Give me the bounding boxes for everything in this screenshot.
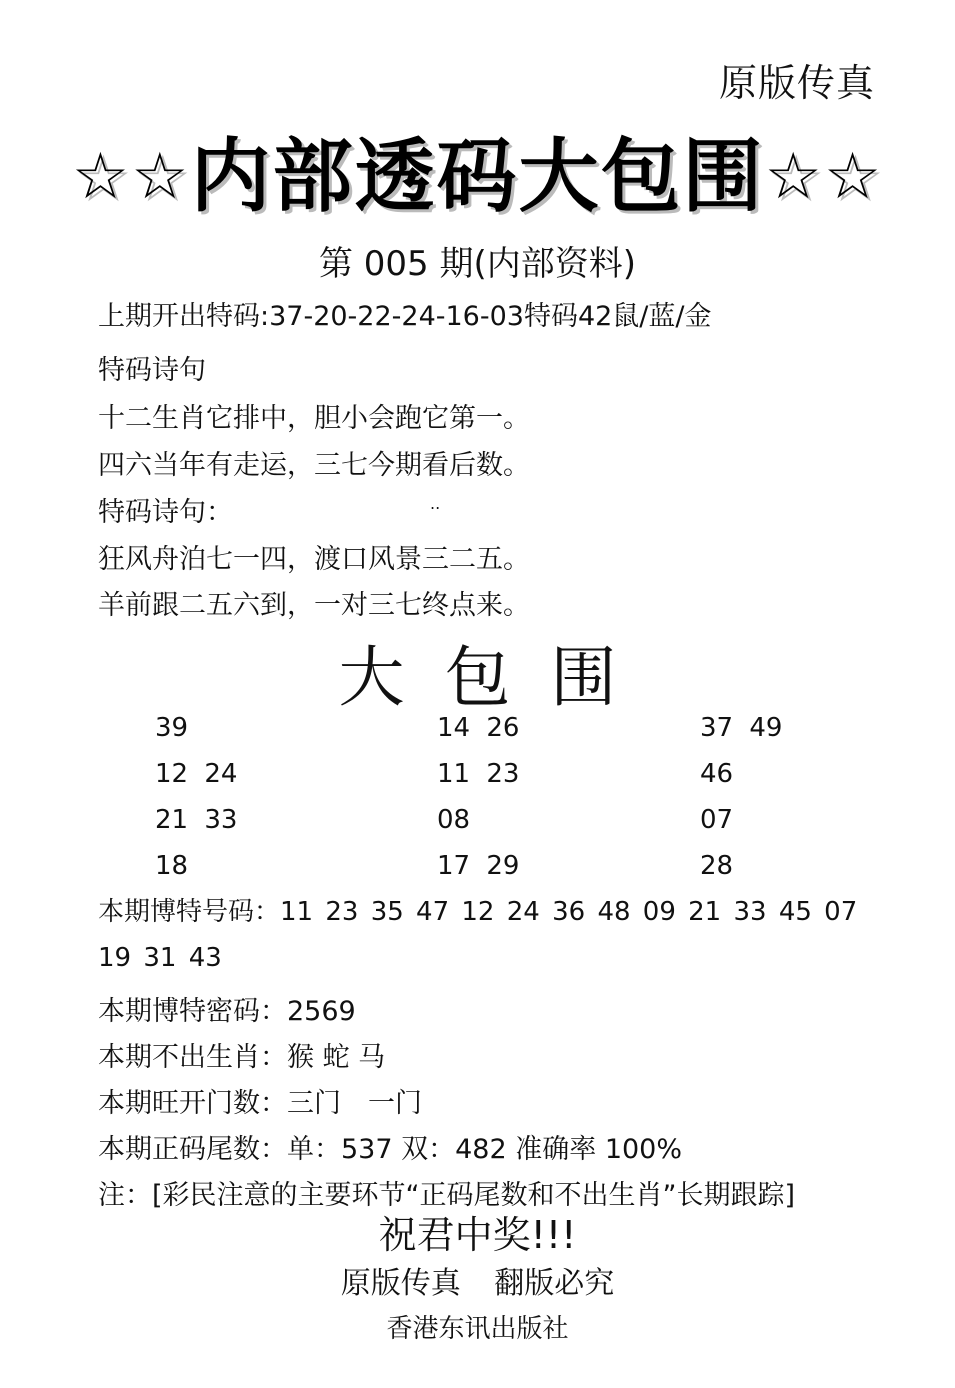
poem-line-3: 狂风舟泊七一四，渡口风景三二五。 [98, 544, 530, 575]
lucky-gates: 本期旺开门数：三门 一门 [98, 1088, 422, 1119]
star-icon-right: ☆☆ [764, 140, 884, 214]
poem-dots: .. [430, 494, 441, 513]
grid-cell: 18 [155, 851, 189, 881]
grid-cell: 08 [437, 805, 471, 835]
publisher-name: 香港东讯出版社 [386, 1314, 569, 1344]
grid-cell: 14 26 [437, 713, 520, 743]
wish-text: 祝君中奖!!! [378, 1213, 577, 1257]
banner-title [0, 112, 955, 227]
grid-cell: 37 49 [700, 713, 783, 743]
grid-cell: 11 23 [437, 759, 520, 789]
tail-numbers: 本期正码尾数：单：537 双：482 准确率 100% [98, 1134, 683, 1165]
note: 注：[彩民注意的主要环节“正码尾数和不出生肖”长期跟踪] [98, 1180, 796, 1211]
special-numbers: 本期博特号码：11 23 35 47 12 24 36 48 09 21 33 45 07 19 31 43 [98, 897, 858, 973]
secret-code: 本期博特密码：2569 [98, 996, 356, 1027]
poem-line-1: 十二生肖它排中，胆小会跑它第一。 [98, 403, 530, 434]
poem-line-4: 羊前跟二五六到，一对三七终点来。 [98, 590, 530, 621]
motto-text: 原版传真 翻版必究 [340, 1266, 615, 1301]
grid-title: 大包围 [338, 639, 657, 716]
grid-cell: 28 [700, 851, 734, 881]
last-result: 上期开出特码:37-20-22-24-16-03特码42鼠/蓝/金 [98, 301, 712, 332]
grid-cell: 39 [155, 713, 189, 743]
no-zodiac: 本期不出生肖：猴 蛇 马 [98, 1042, 386, 1073]
banner-text: 内部透码大包围 [190, 130, 765, 223]
grid-cell: 17 29 [437, 851, 520, 881]
poem-heading-2: 特码诗句： [98, 497, 233, 528]
grid-cell: 07 [700, 805, 734, 835]
poem-line-2: 四六当年有走运，三七今期看后数。 [98, 450, 530, 481]
corner-label: 原版传真 [718, 61, 875, 105]
grid-cell: 46 [700, 759, 734, 789]
grid-cell: 12 24 [155, 759, 238, 789]
star-icon-left: ☆☆ [71, 140, 191, 214]
issue-number: 第 005 期(内部资料) [318, 244, 637, 284]
grid-cell: 21 33 [155, 805, 238, 835]
poem-heading-1: 特码诗句 [98, 355, 206, 386]
